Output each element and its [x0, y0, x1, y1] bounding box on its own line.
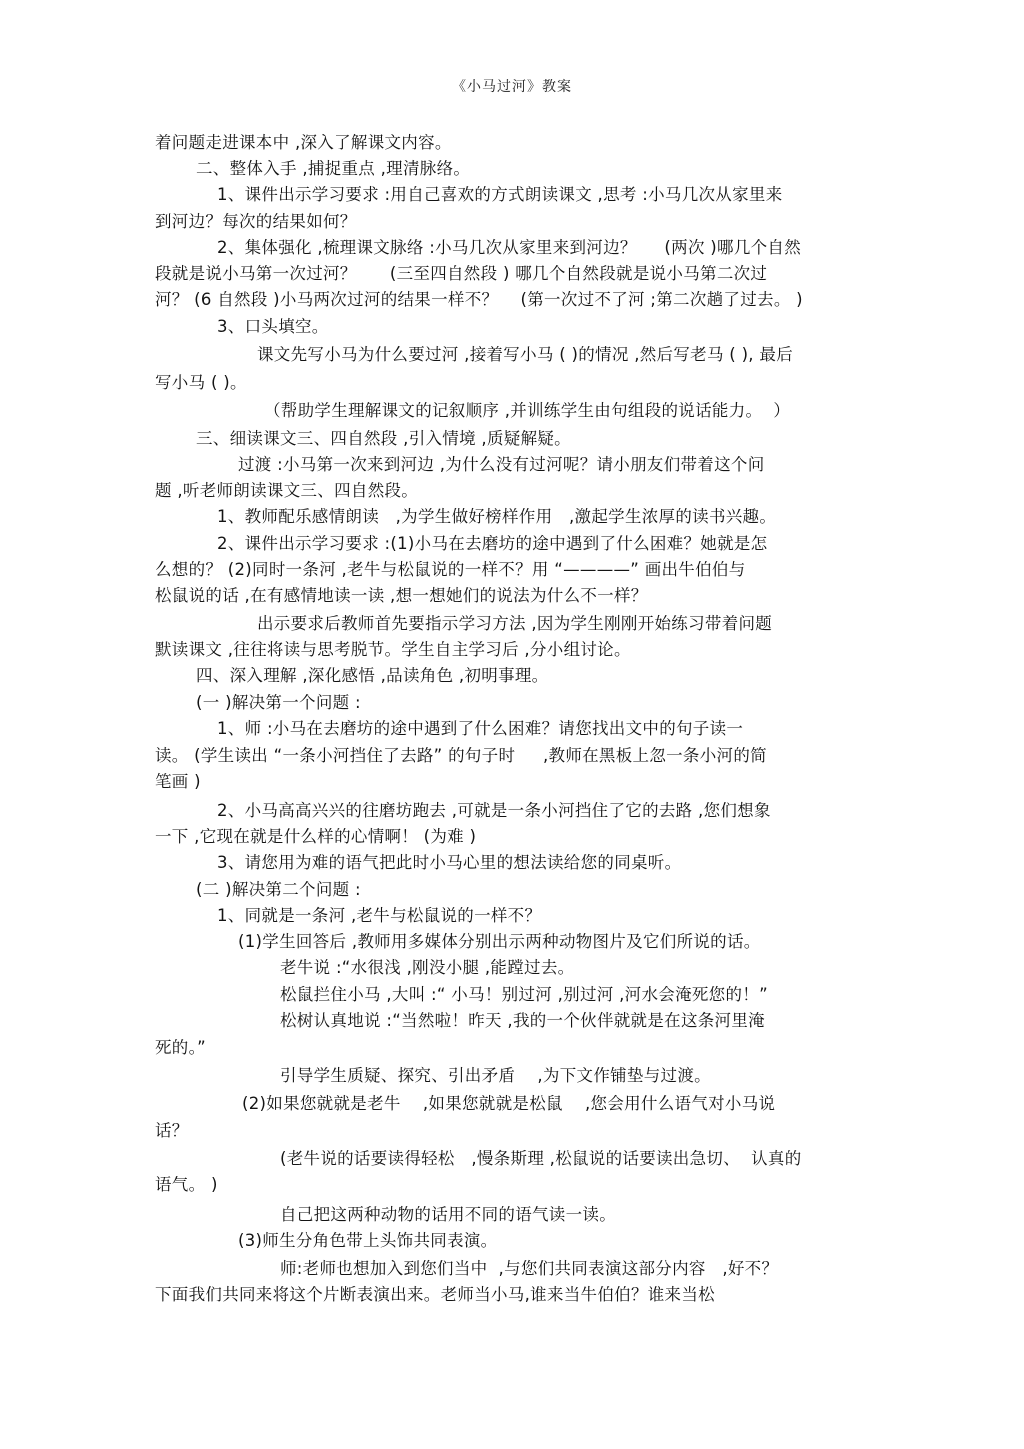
text-line: 题 ,听老师朗读课文三、四自然段。 [155, 481, 419, 500]
text-line: 下面我们共同来将这个片断表演出来。老师当小马,谁来当牛伯伯？谁来当松 [155, 1285, 715, 1304]
text-line: (老牛说的话要读得轻松 ,慢条斯理 ,松鼠说的话要读出急切、 认真的 [280, 1149, 802, 1168]
text-line: (2)如果您就就是老牛 ,如果您就就是松鼠 ,您会用什么语气对小马说 [242, 1094, 776, 1113]
text-line: 死的。” [155, 1038, 206, 1057]
text-line: 老牛说 :“水很浅 ,刚没小腿 ,能蹚过去。 [280, 958, 575, 977]
text-line: (一 )解决第一个问题 : [196, 693, 361, 712]
text-line: 自己把这两种动物的话用不同的语气读一读。 [280, 1205, 616, 1224]
text-line: 1、课件出示学习要求 :用自己喜欢的方式朗读课文 ,思考 :小马几次从家里来 [217, 185, 783, 204]
text-line: (1)学生回答后 ,教师用多媒体分别出示两种动物图片及它们所说的话。 [238, 932, 761, 951]
text-line: 松鼠说的话 ,在有感情地读一读 ,想一想她们的说法为什么不一样？ [155, 586, 648, 605]
text-line: 写小马 ( )。 [155, 373, 247, 392]
text-line: 段就是说小马第一次过河？ (三至四自然段 ) 哪几个自然段就是说小马第二次过 [155, 264, 768, 283]
text-line: 二、整体入手 ,捕捉重点 ,理清脉络。 [196, 159, 471, 178]
text-line: 语气。 ) [155, 1175, 218, 1194]
text-line: 1、同就是一条河 ,老牛与松鼠说的一样不？ [217, 906, 542, 925]
text-line: (3)师生分角色带上头饰共同表演。 [238, 1231, 498, 1250]
page-header: 《小马过河》教案 [452, 79, 572, 95]
text-line: 么想的？ (2)同时一条河 ,老牛与松鼠说的一样不？用 “————” 画出牛伯伯与 [155, 560, 746, 579]
text-line: 3、请您用为难的语气把此时小马心里的想法读给您的同桌听。 [217, 853, 682, 872]
text-line: 课文先写小马为什么要过河 ,接着写小马 ( )的情况 ,然后写老马 ( ), 最后 [257, 345, 793, 364]
text-line: 笔画 ) [155, 772, 201, 791]
text-line: 1、教师配乐感情朗读 ,为学生做好榜样作用 ,激起学生浓厚的读书兴趣。 [217, 507, 777, 526]
text-line: (二 )解决第二个问题 : [196, 880, 361, 899]
text-line: 到河边？每次的结果如何？ [155, 212, 357, 231]
text-line: 一下 ,它现在就是什么样的心情啊！ (为难 ) [155, 827, 477, 846]
text-line: （帮助学生理解课文的记叙顺序 ,并训练学生由句组段的说话能力。 ） [264, 401, 791, 420]
text-line: 松鼠拦住小马 ,大叫 :“ 小马！别过河 ,别过河 ,河水会淹死您的！” [280, 985, 768, 1004]
text-line: 过渡 :小马第一次来到河边 ,为什么没有过河呢？请小朋友们带着这个问 [238, 455, 765, 474]
text-line: 3、口头填空。 [217, 317, 329, 336]
text-line: 引导学生质疑、探究、引出矛盾 ,为下文作铺垫与过渡。 [280, 1066, 711, 1085]
text-line: 松树认真地说 :“当然啦！昨天 ,我的一个伙伴就就是在这条河里淹 [280, 1011, 765, 1030]
text-line: 师:老师也想加入到您们当中 ,与您们共同表演这部分内容 ,好不？ [280, 1259, 779, 1278]
text-line: 2、课件出示学习要求 :(1)小马在去磨坊的途中遇到了什么困难？她就是怎 [217, 534, 768, 553]
text-line: 2、集体强化 ,梳理课文脉络 :小马几次从家里来到河边？ (两次 )哪几个自然 [217, 238, 802, 257]
text-line: 话？ [155, 1121, 189, 1140]
text-line: 默读课文 ,往往将读与思考脱节。学生自主学习后 ,分小组讨论。 [155, 640, 631, 659]
text-line: 2、小马高高兴兴的往磨坊跑去 ,可就是一条小河挡住了它的去路 ,您们想象 [217, 801, 771, 820]
text-line: 出示要求后教师首先要指示学习方法 ,因为学生刚刚开始练习带着问题 [257, 614, 773, 633]
text-line: 1、师 :小马在去磨坊的途中遇到了什么困难？请您找出文中的句子读一 [217, 719, 744, 738]
text-line: 三、细读课文三、四自然段 ,引入情境 ,质疑解疑。 [196, 429, 571, 448]
text-line: 四、深入理解 ,深化感悟 ,品读角色 ,初明事理。 [196, 666, 549, 685]
text-line: 河？ (6 自然段 )小马两次过河的结果一样不？ (第一次过不了河 ;第二次趟了过去。 ) [155, 290, 803, 309]
text-line: 着问题走进课本中 ,深入了解课文内容。 [155, 133, 452, 152]
text-line: 读。 (学生读出 “一条小河挡住了去路” 的句子时 ,教师在黑板上忽一条小河的简 [155, 746, 767, 765]
